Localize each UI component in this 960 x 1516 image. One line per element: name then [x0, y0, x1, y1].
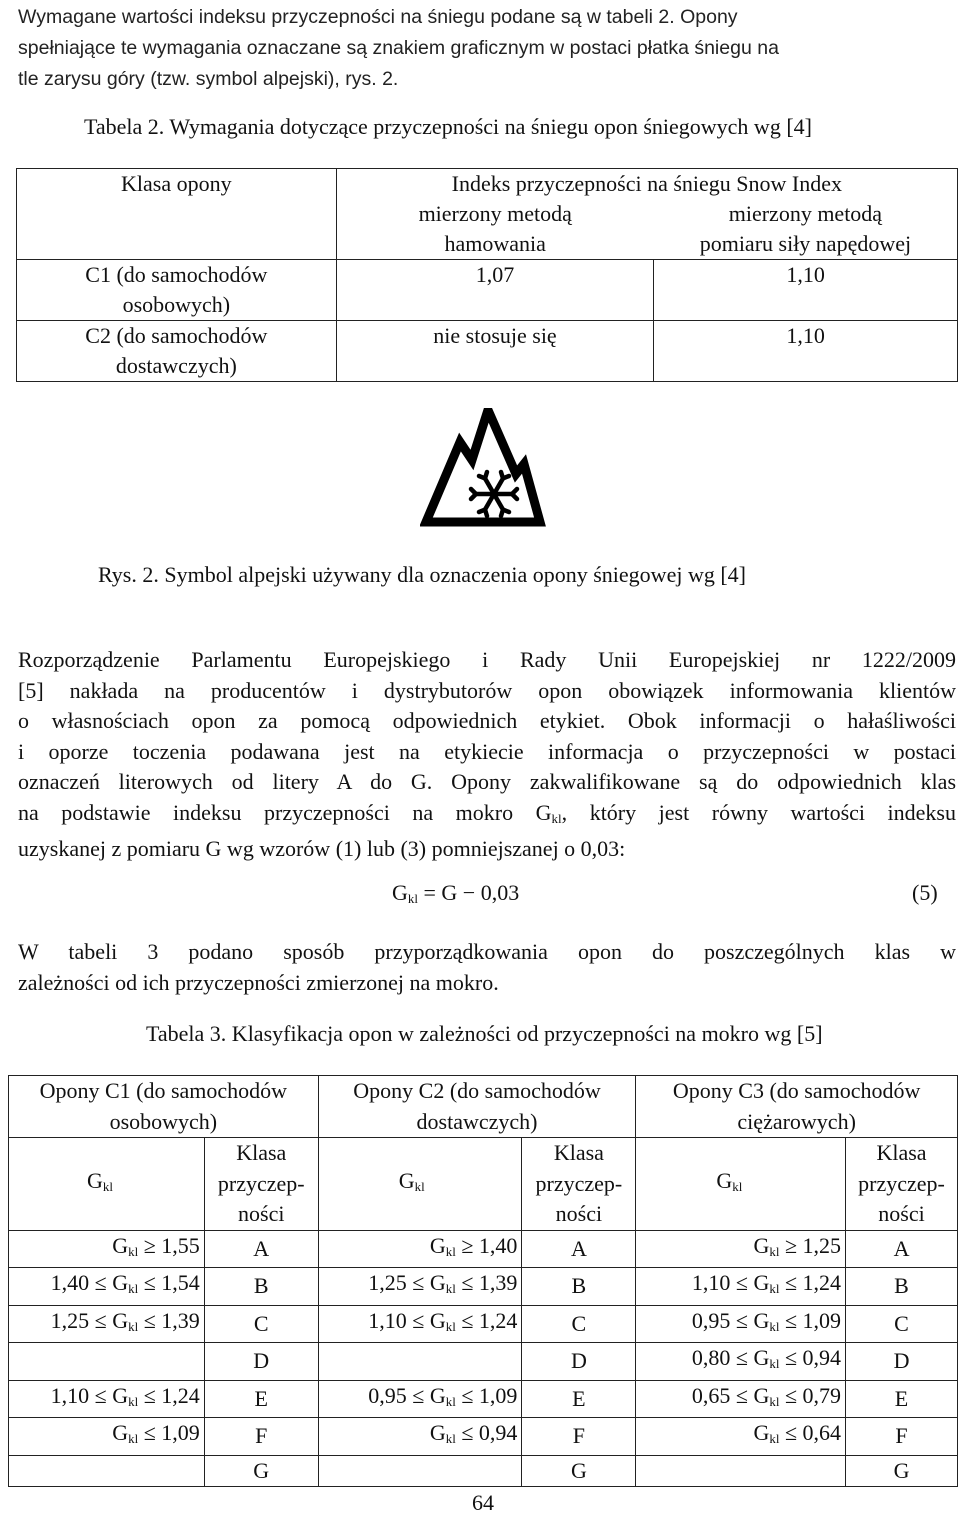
table3-cell-class: F [204, 1418, 318, 1456]
table3-cell-gkl [636, 1305, 846, 1343]
table3-group-c2 [318, 1076, 636, 1138]
table3-cell-gkl [636, 1380, 846, 1418]
equation-subscript: kl [407, 891, 419, 906]
table-row [9, 1268, 958, 1306]
table2-caption: Tabela 2. Wymagania dotyczące przyczepności na śniegu opon śniegowych wg [4] [84, 114, 812, 139]
paragraph-line: uzyskanej z pomiaru G wg wzorów (1) lub (3) pomniejszanej o 0,03: [18, 836, 626, 861]
table3-header-gkl [9, 1138, 205, 1231]
paragraph-line: W tabeli 3 podano sposób przyporządkowania opon do poszczególnych klas w [18, 939, 956, 964]
paragraph-table3-intro [18, 937, 956, 998]
gkl-range: $G_{kl} \le 0,64$ [753, 1420, 842, 1446]
table2-header-class-text: Klasa opony [121, 171, 232, 196]
table3-cell-gkl [636, 1418, 846, 1456]
table3-header-class [204, 1138, 318, 1231]
gkl-range: $0,95 \le G_{kl} \le 1,09$ [691, 1307, 842, 1334]
table3-cell-class: D [204, 1343, 318, 1381]
class-l2: przyczep- [217, 1170, 305, 1196]
class-l2: przyczep- [858, 1170, 945, 1196]
table2-class-l1: C1 (do samochodów [85, 262, 268, 287]
table3-cell-gkl [318, 1455, 522, 1487]
table3-cell-class: F [522, 1418, 636, 1456]
paragraph-regulation [18, 645, 956, 865]
intro-line: spełniające te wymagania oznaczane są znakiem graficznym w postaci płatka śniegu na [18, 37, 779, 59]
gkl-range: $0,95 \le G_{kl} \le 1,09$ [368, 1382, 518, 1409]
paragraph-line [18, 798, 956, 835]
class-l1: Klasa [876, 1140, 927, 1165]
class-l3: ności [878, 1201, 925, 1226]
class-l2: przyczep- [535, 1170, 623, 1196]
gkl-range: $G_{kl} \le 0,94$ [429, 1420, 518, 1446]
equation-rhs: = G − 0,03 [418, 880, 520, 905]
table2-subheader-brake [336, 199, 654, 229]
table-row [9, 1380, 958, 1418]
gkl-range: $0,80 \le G_{kl} \le 0,94$ [691, 1345, 842, 1371]
table2-subheader-drive [654, 199, 958, 229]
subscript: kl [414, 1178, 425, 1194]
paragraph-text: na podstawie indeksu przyczepności na mokro G [18, 799, 552, 825]
table3-cell-gkl [9, 1230, 205, 1268]
group-l2: dostawczych) [416, 1108, 538, 1134]
table2-cell-brake: nie stosuje się [336, 321, 654, 382]
table3-header-gkl [318, 1138, 522, 1231]
table3-caption: Tabela 3. Klasyfikacja opon w zależności od przyczepności na mokro wg [5] [146, 1021, 823, 1046]
table3-cell-gkl [636, 1455, 846, 1487]
table-row [9, 1230, 958, 1268]
table2-header-class [17, 169, 337, 260]
table2-subheader-brake-l1: mierzony metodą [418, 201, 572, 226]
table2-header-index: Indeks przyczepności na śniegu Snow Index [336, 169, 957, 200]
table2-subheader-brake-2: hamowania [336, 229, 654, 260]
table2-cell-class [17, 321, 337, 382]
table3-cell-class: C [846, 1305, 958, 1343]
table-row [9, 1305, 958, 1343]
table2-cell-drive: 1,10 [654, 260, 958, 321]
table3-cell-gkl [9, 1380, 205, 1418]
equation-lhs: G [392, 880, 408, 905]
table3-group-c3 [636, 1076, 958, 1138]
equation-number: (5) [912, 880, 938, 905]
table3-cell-class: G [522, 1455, 636, 1487]
class-l1: Klasa [236, 1140, 287, 1165]
gkl-range: $G_{kl} \ge 1,55$ [112, 1232, 200, 1259]
table3-group-c1 [9, 1076, 319, 1138]
table2-cell-brake: 1,07 [336, 260, 654, 321]
table-row [9, 1455, 958, 1487]
gkl-range: $1,40 \le G_{kl} \le 1,54$ [50, 1270, 200, 1296]
paragraph-text: , który jest równy wartości indeksu [561, 799, 956, 825]
gkl-range: $1,10 \le G_{kl} \le 1,24$ [50, 1382, 200, 1409]
page-number: 64 [472, 1490, 494, 1515]
table2-class-l2: osobowych) [122, 292, 231, 317]
gkl-range: $1,25 \le G_{kl} \le 1,39$ [50, 1307, 200, 1334]
class-l3: ności [555, 1201, 603, 1226]
table2-class-l1: C2 (do samochodów [85, 323, 268, 348]
gkl-range: $G_{kl} \le 1,09$ [112, 1420, 200, 1446]
table3-cell-gkl [318, 1230, 522, 1268]
table3-cell-gkl [636, 1230, 846, 1268]
symbol-g: G [398, 1167, 415, 1193]
table3-cell-gkl [636, 1343, 846, 1381]
table3-cell-gkl [9, 1268, 205, 1306]
subscript: kl [551, 810, 562, 826]
table3-header-class [846, 1138, 958, 1231]
table3-cell-class: C [522, 1305, 636, 1343]
table3-cell-gkl [9, 1343, 205, 1381]
group-l1: Opony C3 (do samochodów [672, 1078, 921, 1103]
group-l2: ciężarowych) [737, 1108, 856, 1134]
paragraph-line: oznaczeń literowych od litery A do G. Opony zakwalifikowane są do odpowiednich klas [18, 769, 956, 794]
table3-cell-class: E [522, 1380, 636, 1418]
gkl-range: $1,10 \le G_{kl} \le 1,24$ [368, 1307, 518, 1334]
table3 [8, 1075, 958, 1487]
group-l1: Opony C2 (do samochodów [353, 1078, 601, 1103]
table3-cell-class: C [204, 1305, 318, 1343]
paragraph-line: o własnościach opon za pomocą odpowiednich etykiet. Obok informacji o hałaśliwości [18, 708, 956, 733]
paragraph-line: zależności od ich przyczepności zmierzonej na mokro. [18, 969, 499, 995]
table2-subheader-drive-l1: mierzony metodą [728, 201, 883, 226]
table2-subheader-drive-2: pomiaru siły napędowej [654, 229, 958, 260]
table3-cell-class: F [846, 1418, 958, 1456]
table2-cell-drive: 1,10 [654, 321, 958, 382]
subscript: kl [732, 1178, 743, 1194]
paragraph-line: Rozporządzenie Parlamentu Europejskiego i Rady Unii Europejskiej nr 1222/2009 [18, 647, 956, 672]
table2 [16, 168, 958, 382]
table3-cell-gkl [9, 1418, 205, 1456]
table-row [9, 1418, 958, 1456]
group-l2: osobowych) [109, 1108, 218, 1134]
gkl-range: $1,25 \le G_{kl} \le 1,39$ [368, 1270, 518, 1296]
table2-class-l2: dostawczych) [115, 353, 237, 378]
symbol-g: G [716, 1167, 733, 1193]
class-l1: Klasa [553, 1140, 604, 1165]
table3-cell-class: A [522, 1230, 636, 1268]
table-row [17, 260, 958, 321]
table3-cell-class: A [846, 1230, 958, 1268]
table3-cell-class: G [204, 1455, 318, 1487]
table3-cell-gkl [318, 1380, 522, 1418]
table3-cell-gkl [318, 1268, 522, 1306]
subscript: kl [102, 1178, 114, 1194]
table3-header-gkl [636, 1138, 846, 1231]
gkl-range: $1,10 \le G_{kl} \le 1,24$ [691, 1270, 842, 1296]
equation [392, 880, 519, 907]
table3-cell-class: B [204, 1268, 318, 1306]
alpine-snowflake-icon [420, 408, 546, 530]
table-row [17, 321, 958, 382]
table3-header-class [522, 1138, 636, 1231]
table3-cell-gkl [9, 1455, 205, 1487]
table3-cell-gkl [318, 1343, 522, 1381]
table-row [9, 1343, 958, 1381]
table3-cell-class: A [204, 1230, 318, 1268]
intro-line: Wymagane wartości indeksu przyczepności na śniegu podane są w tabeli 2. Opony [18, 6, 738, 28]
table3-cell-class: G [846, 1455, 958, 1487]
table3-cell-gkl [318, 1418, 522, 1456]
figure-caption: Rys. 2. Symbol alpejski używany dla oznaczenia opony śniegowej wg [4] [98, 562, 746, 587]
paragraph-line: i oporze toczenia podawana jest na etykiecie informacja o przyczepności w postaci [18, 738, 956, 764]
table2-cell-class [17, 260, 337, 321]
table3-cell-class: D [846, 1343, 958, 1381]
symbol-g: G [87, 1167, 103, 1193]
table3-cell-class: B [522, 1268, 636, 1306]
table3-cell-gkl [318, 1305, 522, 1343]
table3-cell-gkl [636, 1268, 846, 1306]
group-l1: Opony C1 (do samochodów [39, 1078, 288, 1103]
class-l3: ności [238, 1201, 285, 1226]
gkl-range: $G_{kl} \ge 1,40$ [429, 1232, 518, 1259]
paragraph-line: [5] nakłada na producentów i dystrybutorów opon obowiązek informowania klientów [18, 677, 956, 703]
table3-cell-class: E [204, 1380, 318, 1418]
intro-paragraph [18, 2, 958, 95]
table3-cell-class: B [846, 1268, 958, 1306]
gkl-range: $G_{kl} \ge 1,25$ [753, 1232, 842, 1259]
table3-cell-class: E [846, 1380, 958, 1418]
gkl-range: $0,65 \le G_{kl} \le 0,79$ [691, 1382, 842, 1409]
intro-line: tle zarysu góry (tzw. symbol alpejski), rys. 2. [18, 68, 399, 90]
table3-cell-gkl [9, 1305, 205, 1343]
table3-cell-class: D [522, 1343, 636, 1381]
